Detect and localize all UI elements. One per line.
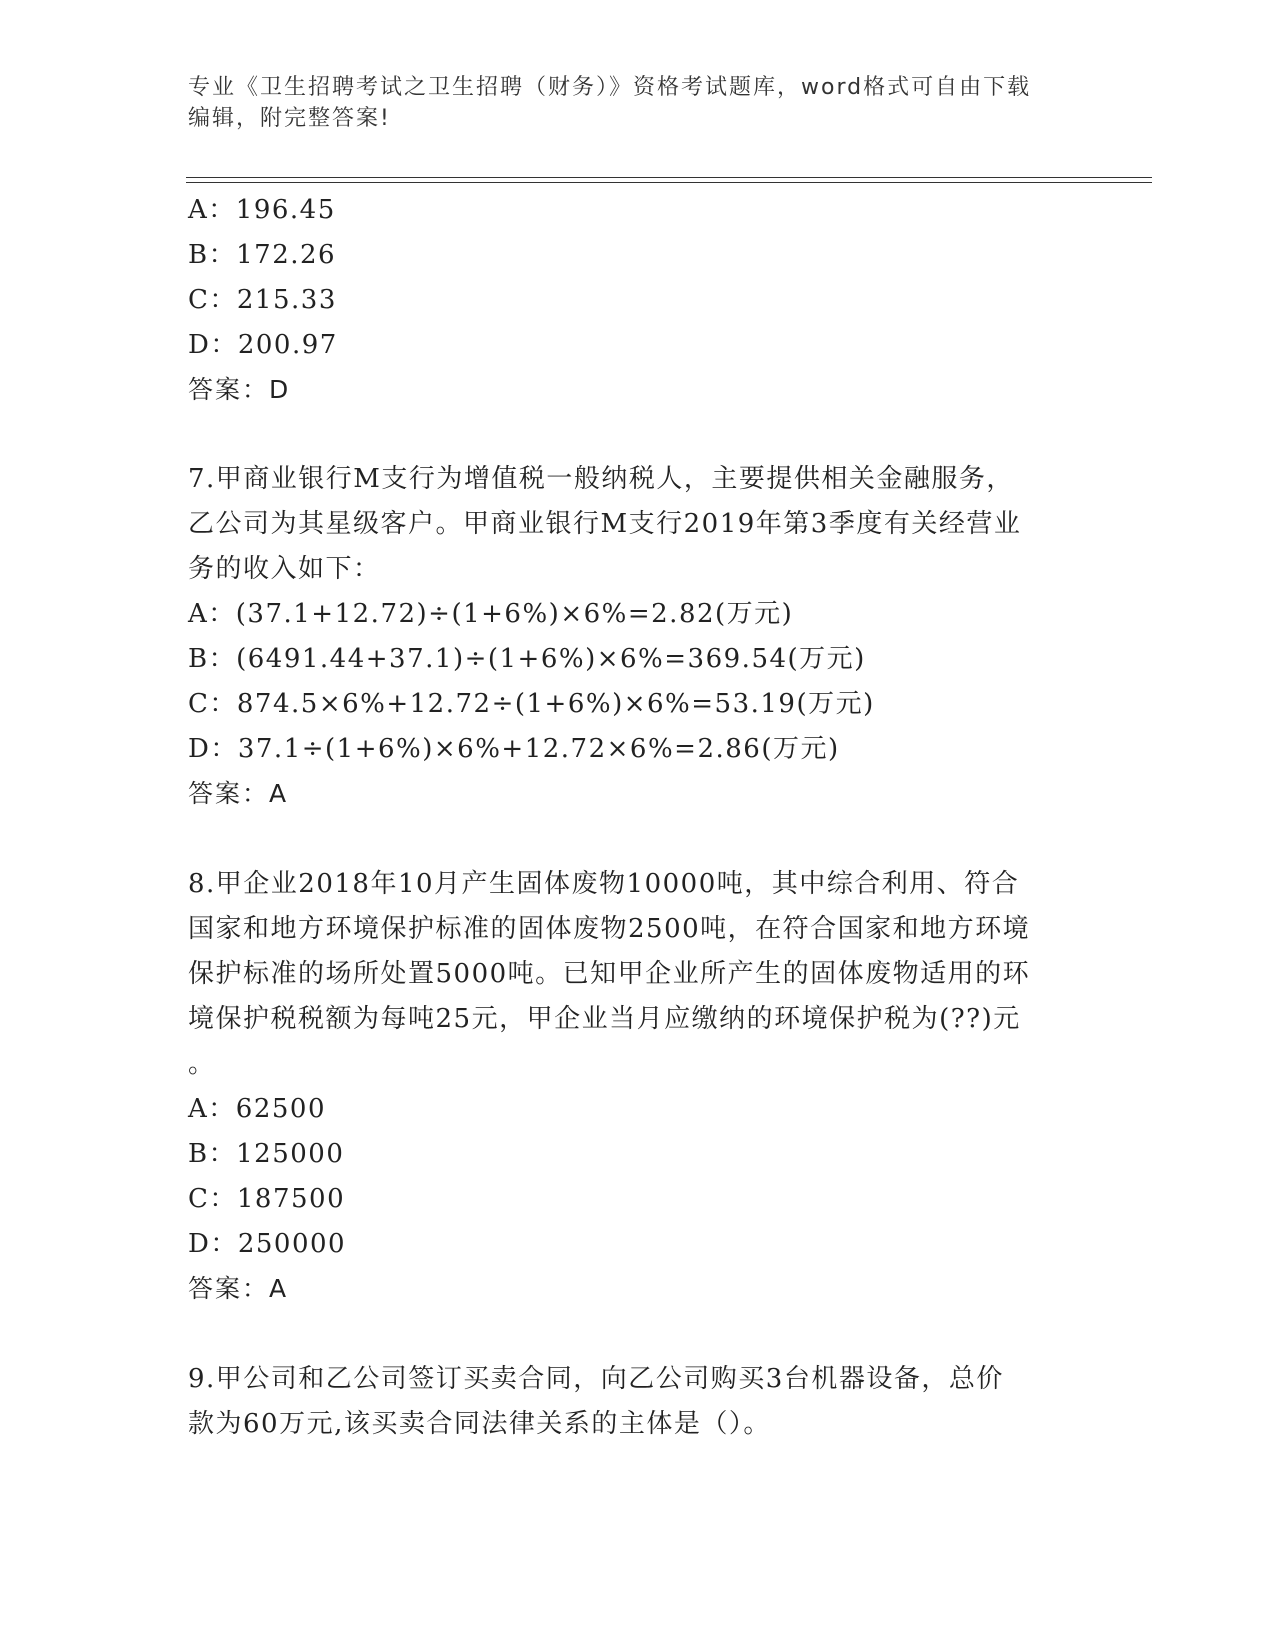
q9-stem-line-1: 9.甲公司和乙公司签订买卖合同，向乙公司购买3台机器设备，总价 — [188, 1364, 1004, 1394]
q8-stem-line-2: 国家和地方环境保护标准的固体废物2500吨，在符合国家和地方环境 — [188, 914, 1031, 944]
q7-option-b: B：(6491.44+37.1)÷(1+6%)×6%=369.54(万元) — [188, 644, 866, 674]
q7-option-d: D：37.1÷(1+6%)×6%+12.72×6%=2.86(万元) — [188, 734, 840, 764]
q9-stem-line-2: 款为60万元,该买卖合同法律关系的主体是（）。 — [188, 1409, 771, 1439]
q7-stem-line-1: 7.甲商业银行M支行为增值税一般纳税人，主要提供相关金融服务， — [188, 464, 1014, 494]
q8-answer: 答案：A — [188, 1274, 289, 1303]
q8-option-c: C：187500 — [188, 1184, 346, 1214]
q6-option-c: C：215.33 — [188, 285, 337, 315]
q6-option-b: B：172.26 — [188, 240, 337, 270]
q7-option-c: C：874.5×6%+12.72÷(1+6%)×6%=53.19(万元) — [188, 689, 875, 719]
q7-stem-line-3: 务的收入如下： — [188, 554, 381, 584]
q8-stem-line-4: 境保护税税额为每吨25元，甲企业当月应缴纳的环境保护税为(??)元 — [188, 1004, 1021, 1034]
q7-stem-line-2: 乙公司为其星级客户。甲商业银行M支行2019年第3季度有关经营业 — [188, 509, 1022, 539]
header-line-1: 专业《卫生招聘考试之卫生招聘（财务）》资格考试题库，word格式可自由下载 — [188, 75, 1032, 100]
q8-option-a: A：62500 — [188, 1094, 326, 1124]
q8-option-b: B：125000 — [188, 1139, 345, 1169]
q8-option-d: D：250000 — [188, 1229, 347, 1259]
q8-stem-line-3: 保护标准的场所处置5000吨。已知甲企业所产生的固体废物适用的环 — [188, 959, 1031, 989]
q7-option-a: A：(37.1+12.72)÷(1+6%)×6%=2.82(万元) — [188, 599, 794, 629]
header-divider-bottom — [186, 182, 1152, 183]
header-divider-top — [186, 177, 1152, 178]
q8-stem-line-5: 。 — [188, 1049, 216, 1079]
q6-option-d: D：200.97 — [188, 330, 338, 360]
q7-answer: 答案：A — [188, 779, 289, 808]
q8-stem-line-1: 8.甲企业2018年10月产生固体废物10000吨，其中综合利用、符合 — [188, 869, 1020, 899]
header-line-2: 编辑，附完整答案! — [188, 106, 391, 131]
document-header — [188, 72, 1088, 134]
q6-answer: 答案：D — [188, 375, 291, 404]
q6-option-a: A：196.45 — [188, 195, 336, 225]
